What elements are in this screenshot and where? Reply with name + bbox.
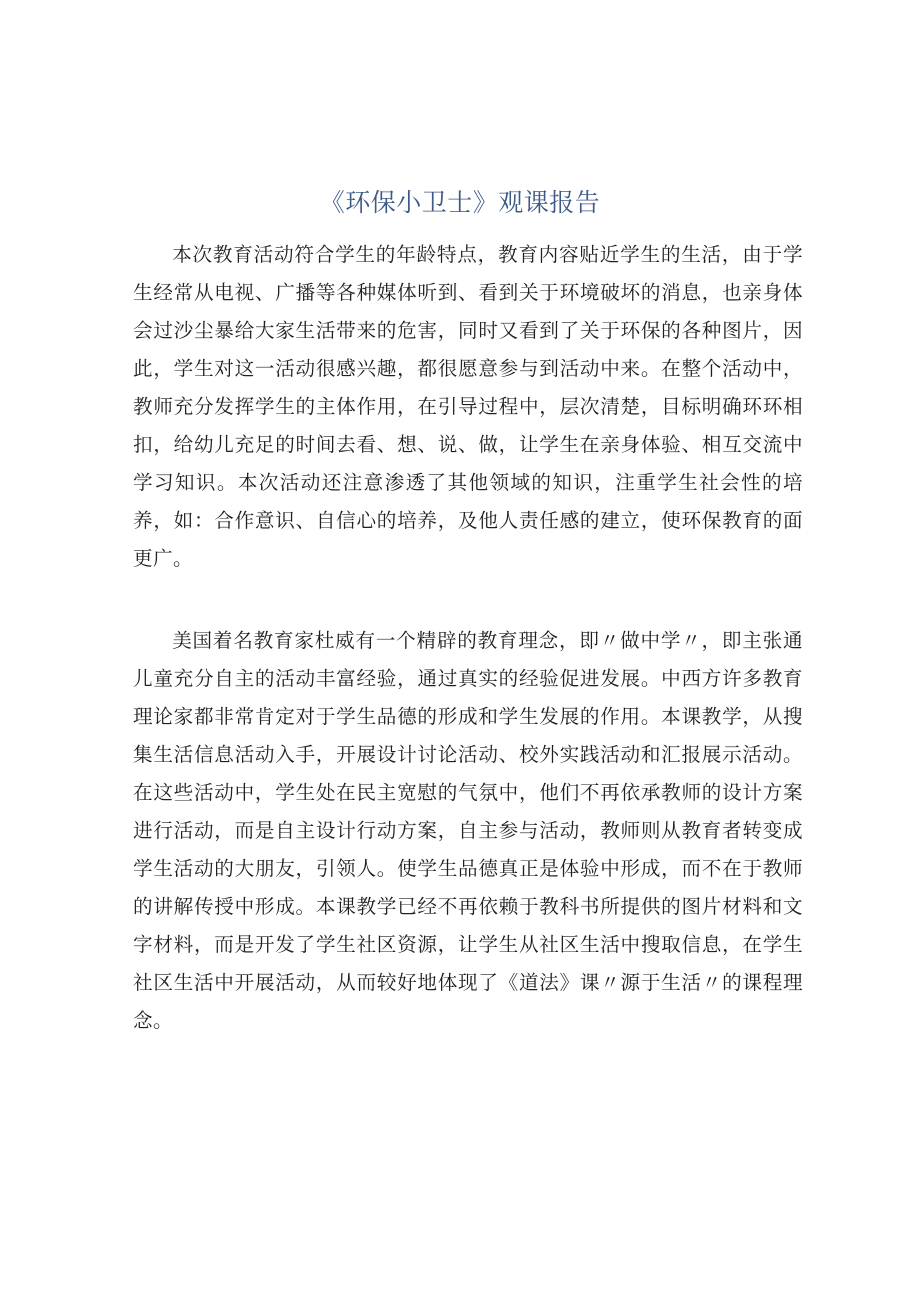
document-title: 《环保小卫士》观课报告 bbox=[319, 188, 601, 217]
paragraph-1: 本次教育活动符合学生的年龄特点，教育内容贴近学生的生活，由于学生经常从电视、广播等各种媒体听到、看到关于环境破坏的消息，也亲身体会过沙尘暴给大家生活带来的危害，同时又看到了关于环保的各种图片，因此，学生对这一活动很感兴趣，都很愿意参与到活动中来。在整个活动中，教师充分发挥学生的主体作用，在引导过程中，层次清楚，目标明确环环相扣，给幼儿充足的时间去看、想、说、做，让学生在亲身体验、相互交流中学习知识。本次活动还注意渗透了其他领域的知识，注重学生社会性的培养，如：合作意识、自信心的培养，及他人责任感的建立，使环保教育的面更广。 bbox=[133, 243, 803, 570]
paragraph-2: 美国着名教育家杜威有一个精辟的教育理念，即〃做中学〃，即主张通儿童充分自主的活动丰富经验，通过真实的经验促进发展。中西方许多教育理论家都非常肯定对于学生品德的形成和学生发展的作用。本课教学，从搜集生活信息活动入手，开展设计讨论活动、校外实践活动和汇报展示活动。在这些活动中，学生处在民主宽慰的气氛中，他们不再依承教师的设计方案进行活动，而是自主设计行动方案，自主参与活动，教师则从教育者转变成学生活动的大朋友，引领人。使学生品德真正是体验中形成，而不在于教师的讲解传授中形成。本课教学已经不再依赖于教科书所提供的图片材料和文字材料，而是开发了学生社区资源，让学生从社区生活中搜取信息，在学生社区生活中开展活动，从而较好地体现了《道法》课〃源于生活〃的课程理念。 bbox=[133, 629, 803, 1032]
